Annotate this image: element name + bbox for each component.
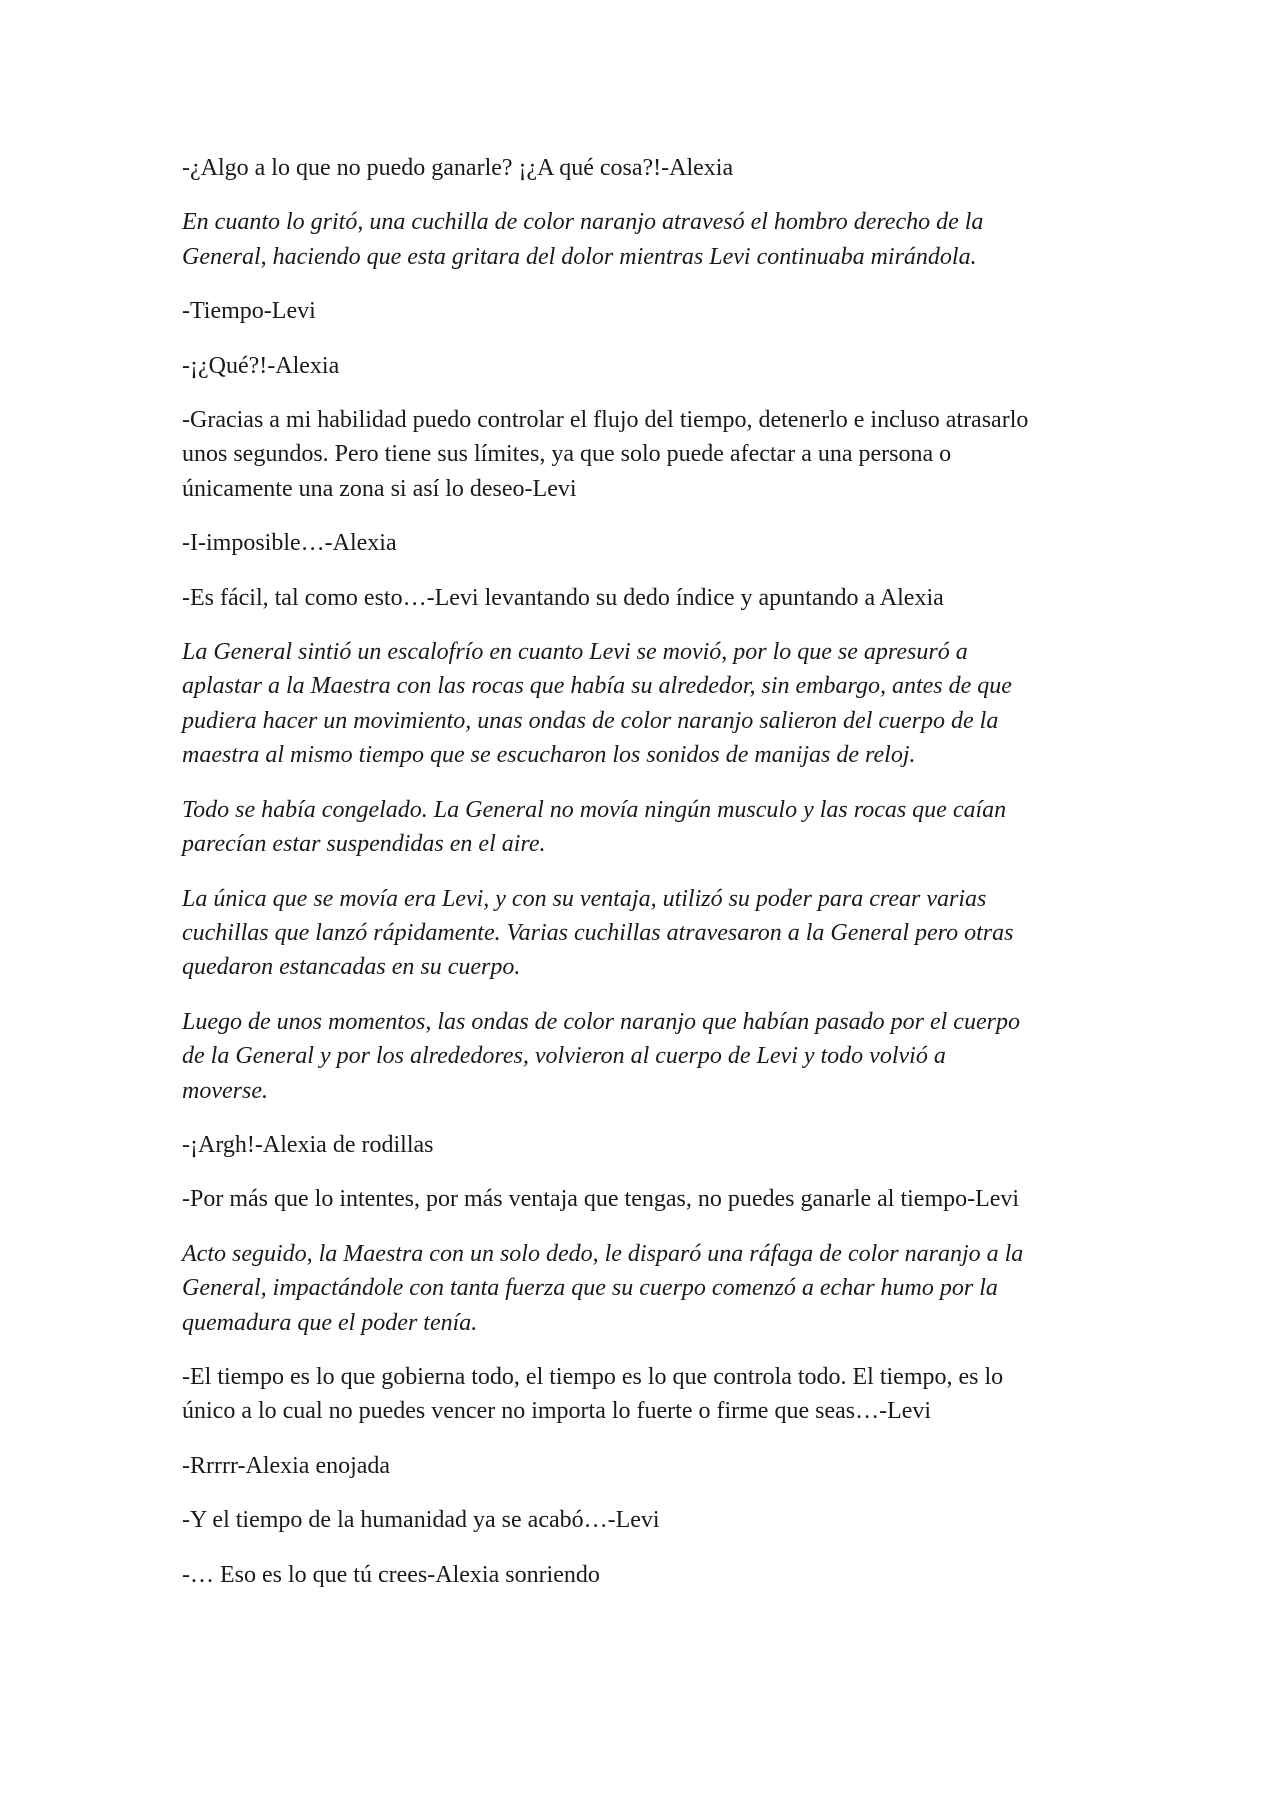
dialogue-paragraph bbox=[182, 526, 1122, 560]
dialogue-paragraph bbox=[182, 1503, 1122, 1537]
narration-paragraph bbox=[182, 1237, 1122, 1340]
text-line: parecían estar suspendidas en el aire. bbox=[182, 831, 546, 858]
text-line: cuchillas que lanzó rápidamente. Varias cuchillas atravesaron a la General pero otras bbox=[182, 919, 1014, 946]
text-line: La General sintió un escalofrío en cuanto Levi se movió, por lo que se apresuró a bbox=[182, 639, 968, 666]
dialogue-paragraph bbox=[182, 1360, 1122, 1429]
text-line: General, impactándole con tanta fuerza que su cuerpo comenzó a echar humo por la bbox=[182, 1275, 998, 1302]
text-line: unos segundos. Pero tiene sus límites, ya que solo puede afectar a una persona o bbox=[182, 441, 952, 468]
dialogue-paragraph bbox=[182, 294, 1122, 328]
text-line: En cuanto lo gritó, una cuchilla de color naranjo atravesó el hombro derecho de la bbox=[182, 209, 984, 236]
text-line: -I-imposible…-Alexia bbox=[182, 530, 397, 557]
text-line: únicamente una zona si así lo deseo-Levi bbox=[182, 475, 577, 502]
document-page bbox=[182, 151, 1122, 1612]
text-line: de la General y por los alrededores, volvieron al cuerpo de Levi y todo volvió a bbox=[182, 1043, 946, 1070]
text-line: La única que se movía era Levi, y con su ventaja, utilizó su poder para crear varias bbox=[182, 885, 987, 912]
text-line: aplastar a la Maestra con las rocas que había su alrededor, sin embargo, antes de que bbox=[182, 673, 1012, 700]
dialogue-paragraph bbox=[182, 1128, 1122, 1162]
text-line: -Tiempo-Levi bbox=[182, 298, 316, 325]
narration-paragraph bbox=[182, 1005, 1122, 1108]
text-line: -El tiempo es lo que gobierna todo, el tiempo es lo que controla todo. El tiempo, es lo bbox=[182, 1363, 1004, 1390]
text-line: Acto seguido, la Maestra con un solo dedo, le disparó una ráfaga de color naranjo a la bbox=[182, 1240, 1024, 1267]
text-line: quemadura que el poder tenía. bbox=[182, 1309, 478, 1336]
text-line: -Gracias a mi habilidad puedo controlar el flujo del tiempo, detenerlo e incluso atrasarlo bbox=[182, 407, 1029, 434]
text-line: Luego de unos momentos, las ondas de color naranjo que habían pasado por el cuerpo bbox=[182, 1008, 1020, 1035]
text-line: Todo se había congelado. La General no movía ningún musculo y las rocas que caían bbox=[182, 796, 1007, 823]
text-line: General, haciendo que esta gritara del dolor mientras Levi continuaba mirándola. bbox=[182, 243, 977, 270]
text-line: -Es fácil, tal como esto…-Levi levantando su dedo índice y apuntando a Alexia bbox=[182, 584, 944, 611]
text-line: moverse. bbox=[182, 1077, 268, 1104]
text-line: quedaron estancadas en su cuerpo. bbox=[182, 954, 521, 981]
narration-paragraph bbox=[182, 205, 1122, 274]
text-line: -Rrrrr-Alexia enojada bbox=[182, 1452, 391, 1479]
dialogue-paragraph bbox=[182, 1449, 1122, 1483]
dialogue-paragraph bbox=[182, 1182, 1122, 1216]
text-line: -¿Algo a lo que no puedo ganarle? ¡¿A qué cosa?!-Alexia bbox=[182, 155, 734, 181]
narration-paragraph bbox=[182, 882, 1122, 985]
text-line: -Por más que lo intentes, por más ventaja que tengas, no puedes ganarle al tiempo-Levi bbox=[182, 1186, 1020, 1213]
text-line: -Y el tiempo de la humanidad ya se acabó…-Levi bbox=[182, 1507, 660, 1534]
text-line: -¡Argh!-Alexia de rodillas bbox=[182, 1131, 434, 1158]
dialogue-paragraph bbox=[182, 349, 1122, 383]
dialogue-paragraph bbox=[182, 581, 1122, 615]
narration-paragraph bbox=[182, 635, 1122, 773]
text-line: único a lo cual no puedes vencer no importa lo fuerte o firme que seas…-Levi bbox=[182, 1398, 932, 1425]
dialogue-paragraph bbox=[182, 403, 1122, 506]
text-line: -¡¿Qué?!-Alexia bbox=[182, 352, 340, 379]
text-line: pudiera hacer un movimiento, unas ondas de color naranjo salieron del cuerpo de la bbox=[182, 707, 999, 734]
dialogue-paragraph bbox=[182, 151, 1122, 185]
narration-paragraph bbox=[182, 793, 1122, 862]
text-line: maestra al mismo tiempo que se escucharon los sonidos de manijas de reloj. bbox=[182, 742, 916, 769]
text-line: -… Eso es lo que tú crees-Alexia sonriendo bbox=[182, 1561, 600, 1588]
dialogue-paragraph bbox=[182, 1558, 1122, 1592]
